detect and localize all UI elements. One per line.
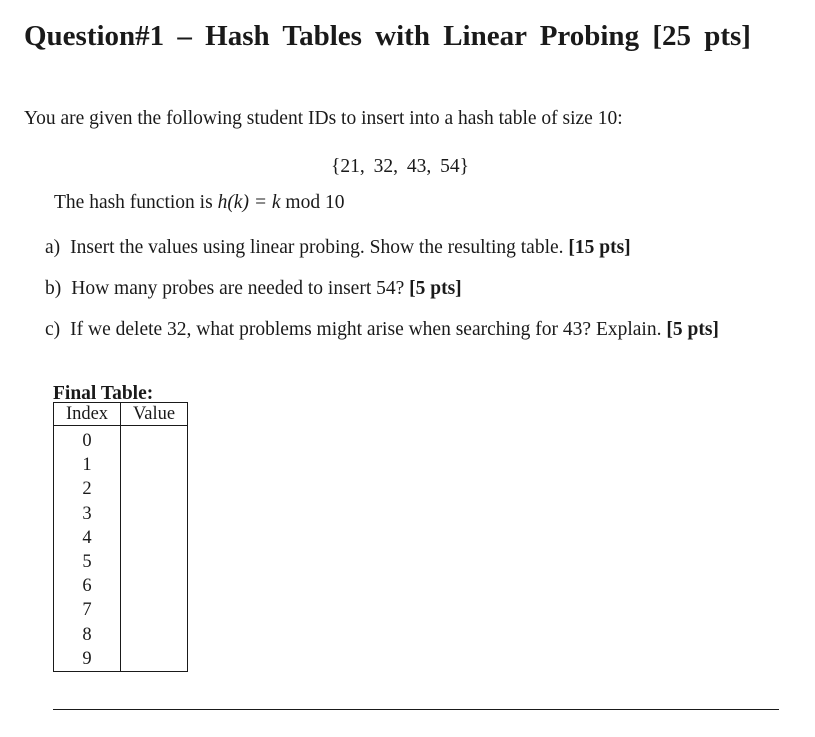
section-divider bbox=[53, 709, 779, 710]
final-table-label: Final Table: bbox=[53, 383, 154, 404]
value-column-header: Value bbox=[121, 403, 188, 426]
value-cell[interactable] bbox=[121, 574, 188, 598]
part-letter: b) bbox=[45, 278, 62, 299]
part-points: [5 pts] bbox=[409, 278, 462, 299]
part-points: [15 pts] bbox=[568, 237, 631, 258]
part-points: [5 pts] bbox=[666, 319, 719, 340]
question-part-b bbox=[45, 276, 719, 317]
index-cell: 3 bbox=[54, 502, 121, 526]
question-part-a bbox=[45, 235, 719, 276]
index-cell: 8 bbox=[54, 623, 121, 647]
index-cell: 2 bbox=[54, 477, 121, 501]
value-cell[interactable] bbox=[121, 526, 188, 550]
value-cell[interactable] bbox=[121, 623, 188, 647]
table-row bbox=[54, 426, 188, 454]
value-cell[interactable] bbox=[121, 477, 188, 501]
part-letter: a) bbox=[45, 237, 61, 258]
question-title: Question#1 – Hash Tables with Linear Probing [25 pts] bbox=[24, 20, 751, 52]
table-row bbox=[54, 502, 188, 526]
table-row bbox=[54, 623, 188, 647]
index-cell: 5 bbox=[54, 550, 121, 574]
value-cell[interactable] bbox=[121, 598, 188, 622]
table-header-row bbox=[54, 403, 188, 426]
table-row bbox=[54, 526, 188, 550]
index-column-header: Index bbox=[54, 403, 121, 426]
value-cell[interactable] bbox=[121, 550, 188, 574]
index-cell: 1 bbox=[54, 453, 121, 477]
index-cell: 4 bbox=[54, 526, 121, 550]
question-intro: You are given the following student IDs to insert into a hash table of size 10: bbox=[24, 108, 623, 129]
student-id-set: {21, 32, 43, 54} bbox=[331, 156, 469, 177]
part-text: Insert the values using linear probing. Show the resulting table. bbox=[70, 237, 569, 258]
part-text: If we delete 32, what problems might arise when searching for 43? Explain. bbox=[70, 319, 667, 340]
part-letter: c) bbox=[45, 319, 61, 340]
table-row bbox=[54, 598, 188, 622]
table-row bbox=[54, 550, 188, 574]
hash-function-suffix: mod 10 bbox=[280, 192, 345, 213]
table-row bbox=[54, 477, 188, 501]
final-hash-table bbox=[53, 402, 188, 672]
hash-function-prefix: The hash function is bbox=[54, 192, 218, 213]
part-text: How many probes are needed to insert 54? bbox=[71, 278, 410, 299]
index-cell: 9 bbox=[54, 647, 121, 672]
index-cell: 6 bbox=[54, 574, 121, 598]
index-cell: 0 bbox=[54, 426, 121, 454]
value-cell[interactable] bbox=[121, 426, 188, 454]
value-cell[interactable] bbox=[121, 453, 188, 477]
question-parts-list bbox=[45, 235, 719, 358]
hash-function-formula: h(k) = k bbox=[217, 192, 281, 213]
table-row bbox=[54, 453, 188, 477]
hash-function-statement bbox=[54, 190, 344, 216]
value-cell[interactable] bbox=[121, 647, 188, 672]
question-part-c bbox=[45, 317, 719, 358]
table-row bbox=[54, 647, 188, 672]
index-cell: 7 bbox=[54, 598, 121, 622]
value-cell[interactable] bbox=[121, 502, 188, 526]
table-row bbox=[54, 574, 188, 598]
